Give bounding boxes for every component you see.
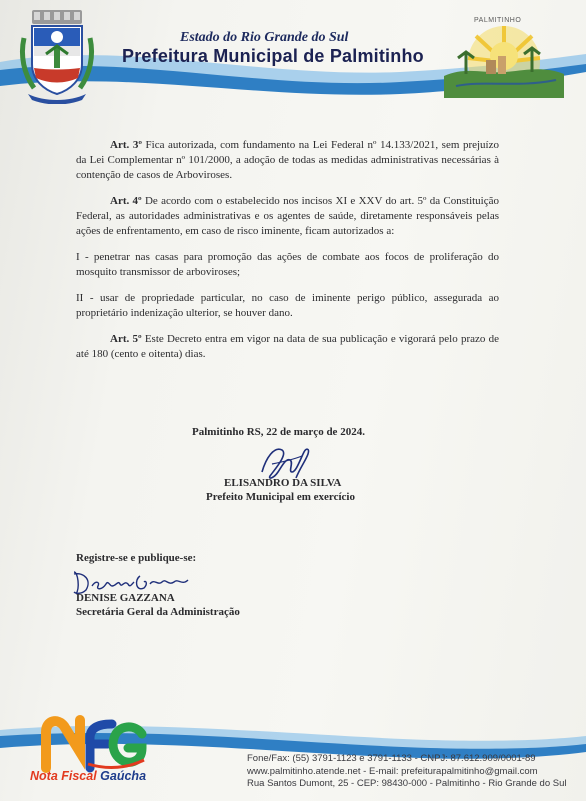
article-text: Este Decreto entra em vigor na data de sua publicação e vigorará pelo prazo de até 180 (cento e oitenta) dias. <box>76 333 499 360</box>
city-logo-icon <box>436 16 566 98</box>
article-label: Art. 3º <box>110 139 142 151</box>
state-name: Estado do Rio Grande do Sul <box>180 30 349 45</box>
mayor-title: Prefeito Municipal em exercício <box>206 491 355 503</box>
article-label: Art. 4º <box>110 195 142 207</box>
contact-phone-line: Fone/Fax: (55) 3791-1123 e 3791-1133 - CNPJ: 87.612.909/0001-89 <box>247 753 536 764</box>
mayor-name: ELISANDRO DA SILVA <box>224 477 342 489</box>
article-4 <box>76 194 499 239</box>
article-3 <box>76 138 499 183</box>
item-ii <box>76 291 499 321</box>
register-note: Registre-se e publique-se: <box>76 552 197 564</box>
article-text: De acordo com o estabelecido nos incisos XI e XXV do art. 5º da Constituição Federal, as autoridades administrativas e os agentes de saúde, diretamente responsáveis pelas ações de enfrentamento, em caso de risco iminente, ficam autorizados a: <box>76 195 500 237</box>
secretary-name: DENISE GAZZANA <box>76 592 175 604</box>
footer-contact <box>247 753 566 791</box>
secretary-title: Secretária Geral da Administração <box>76 606 240 618</box>
article-label: Art. 5º <box>110 333 142 345</box>
nota-fiscal-gaucha-logo-icon <box>28 712 148 774</box>
decree-body <box>76 138 499 373</box>
item-text: II - usar de propriedade particular, no caso de iminente perigo público, assegurada ao proprietário indenização ulterior, se houver dano. <box>76 292 499 319</box>
contact-web-line: www.palmitinho.atende.net - E-mail: prefeiturapalmitinho@gmail.com <box>247 765 538 777</box>
city-logo-label: PALMITINHO <box>474 17 522 24</box>
item-i <box>76 250 499 280</box>
document-date: Palmitinho RS, 22 de março de 2024. <box>192 426 365 438</box>
nfg-label-part2: Gaúcha <box>100 769 147 783</box>
article-text: Fica autorizada, com fundamento na Lei Federal nº 14.133/2021, sem prejuízo da Lei Complementar nº 101/2000, a adoção de todas as medidas administrativas necessárias à contenção de casos de Arboviroses. <box>76 139 499 181</box>
municipal-coat-of-arms-icon <box>18 8 96 104</box>
nfg-label-part1: Nota Fiscal <box>30 769 101 783</box>
article-5 <box>76 332 499 362</box>
prefecture-name: Prefeitura Municipal de Palmitinho <box>122 46 424 66</box>
contact-address-line: Rua Santos Dumont, 25 - CEP: 98430-000 - Palmitinho - Rio Grande do Sul <box>247 778 567 789</box>
item-text: I - penetrar nas casas para promoção das ações de combate aos focos de proliferação do mosquito transmissor de arboviroses; <box>76 251 499 278</box>
nfg-label <box>30 769 146 783</box>
